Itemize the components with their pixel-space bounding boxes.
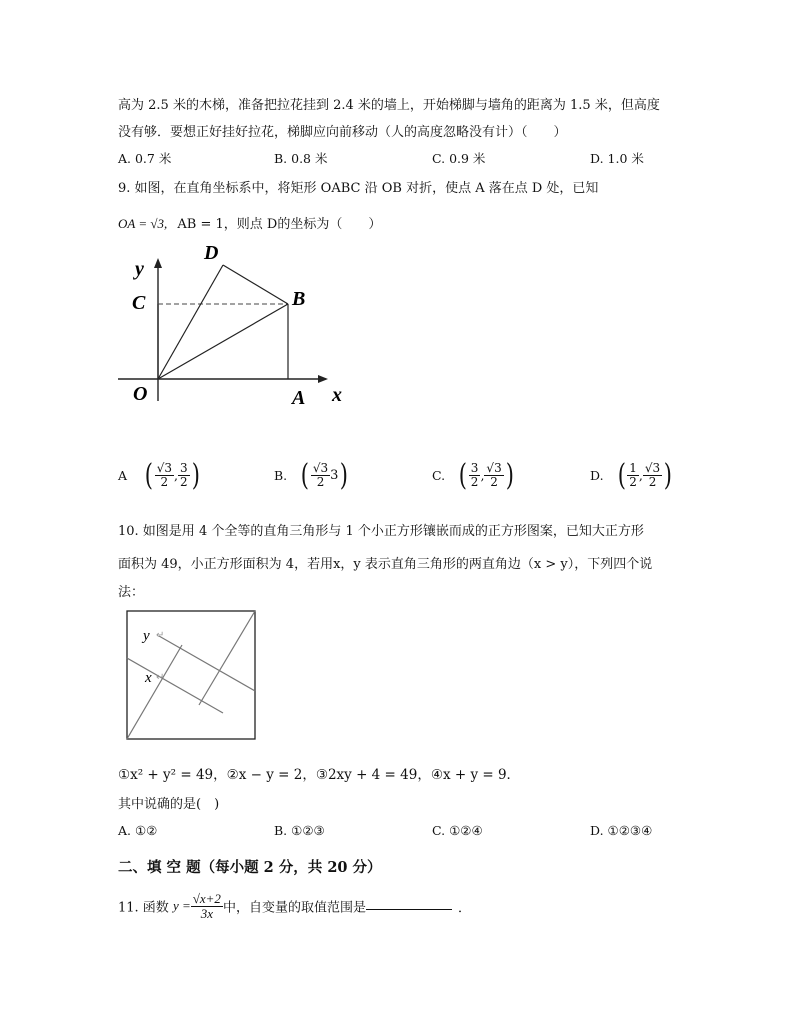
q9-condition bbox=[118, 213, 381, 232]
q9-option-d-frac1: $\frac{1}{2}$ bbox=[629, 461, 637, 489]
triangle-edge-4 bbox=[159, 636, 255, 691]
q9-option-a-frac1: $\frac{√3}{2}$ bbox=[156, 461, 173, 489]
triangle-edge-3 bbox=[199, 611, 255, 705]
q11-line bbox=[118, 892, 471, 920]
label-x: x bbox=[332, 384, 342, 406]
q9-option-a-letter: A bbox=[118, 468, 128, 483]
q11-fraction: $\frac{√x+2}{3x}$ bbox=[192, 891, 221, 921]
q9-option-b-frac1: $\frac{√3}{2}$ bbox=[312, 461, 329, 489]
q9-condition-oa: OA = √3, bbox=[118, 216, 168, 231]
label-c: C bbox=[132, 292, 146, 314]
q11-suffix: 中，自变量的取值范围是 bbox=[222, 900, 366, 916]
q10-statements: ①x² + y² = 49，②x − y = 2，③2xy + 4 = 49，④x + y = 9． bbox=[118, 767, 521, 783]
q9-option-c-letter: C. bbox=[432, 468, 446, 483]
q8-option-c: C. 0.9 米 bbox=[432, 151, 486, 166]
q10-figure bbox=[126, 610, 258, 742]
q9-option-b: B. ( $\frac{√3}{2}$ 3) bbox=[274, 458, 349, 493]
q9-condition-ab: AB = 1，则点 D的坐标为（ ） bbox=[177, 217, 382, 232]
segment-od bbox=[158, 265, 223, 379]
label-a: A bbox=[292, 387, 306, 409]
label-b: B bbox=[292, 288, 306, 310]
x-axis-arrow bbox=[318, 375, 328, 383]
q9-line1: 9. 如图，在直角坐标系中，将矩形 OABC 沿 OB 对折，使点 A 落在点 D 处，已知 bbox=[118, 181, 599, 196]
q10-ask: 其中说确的是( ) bbox=[118, 797, 220, 812]
q9-option-c-frac2: $\frac{√3}{2}$ bbox=[486, 461, 502, 489]
q8-option-a: A. 0.7 米 bbox=[118, 151, 172, 166]
triangle-edge-2 bbox=[127, 658, 223, 713]
q10-option-b: B. ①②③ bbox=[274, 823, 325, 838]
q10-line2: 面积为 49，小正方形面积为 4，若用x，y 表示直角三角形的两直角边（x > y），下列四个说 bbox=[118, 557, 653, 572]
label-x-small: x bbox=[145, 670, 152, 686]
q9-option-a: A ( $\frac{√3}{2}$ , $\frac{3}{2}$ ) bbox=[118, 458, 200, 493]
label-y-arrow: ↵ bbox=[156, 630, 165, 641]
q9-option-c-frac1: $\frac{3}{2}$ bbox=[470, 461, 479, 489]
q9-option-d-letter: D. bbox=[590, 468, 604, 483]
q11-end: ． bbox=[457, 900, 471, 916]
label-x-arrow: ↵ bbox=[156, 672, 165, 683]
q9-option-d-frac2: $\frac{√3}{2}$ bbox=[644, 461, 661, 489]
q9-option-b-letter: B. bbox=[274, 468, 288, 483]
q9-option-d: D. ( $\frac{1}{2}$ , $\frac{√3}{2}$ ) bbox=[590, 458, 673, 493]
segment-ob bbox=[158, 304, 288, 379]
y-axis-arrow bbox=[154, 258, 162, 268]
label-y: y bbox=[135, 258, 144, 280]
segment-db bbox=[223, 265, 288, 304]
q8-line1: 高为 2.5 米的木梯，准备把拉花挂到 2.4 米的墙上，开始梯脚与墙角的距离为 1.5 米，但高度 bbox=[118, 98, 660, 113]
label-y-small: y bbox=[143, 628, 150, 644]
label-d: D bbox=[204, 242, 219, 264]
q10-option-d: D. ①②③④ bbox=[590, 823, 653, 838]
q9-option-b-second: 3 bbox=[330, 468, 339, 483]
q10-line1: 10. 如图是用 4 个全等的直角三角形与 1 个小正方形镶嵌而成的正方形图案，已知大正方形 bbox=[118, 524, 644, 539]
q9-option-c: C. ( $\frac{3}{2}$ , $\frac{√3}{2}$ ) bbox=[432, 458, 514, 493]
q10-line3: 法： bbox=[118, 585, 145, 600]
q10-option-a: A. ①② bbox=[118, 823, 158, 838]
q10-option-c: C. ①②④ bbox=[432, 823, 483, 838]
q11-prefix: 11. 函数 bbox=[118, 900, 169, 916]
section-heading: 二、填 空 题（每小题 2 分，共 20 分） bbox=[118, 859, 382, 876]
q8-line2: 没有够．要想正好挂好拉花，梯脚应向前移动（人的高度忽略没有计）（ ） bbox=[118, 125, 567, 140]
q8-option-b: B. 0.8 米 bbox=[274, 151, 328, 166]
q9-option-a-frac2: $\frac{3}{2}$ bbox=[180, 461, 188, 489]
label-o: O bbox=[133, 383, 148, 405]
q9-figure bbox=[118, 236, 358, 416]
triangle-edge-1 bbox=[127, 645, 182, 739]
q11-y-eq: y = bbox=[172, 898, 191, 914]
q11-answer-blank[interactable] bbox=[366, 909, 452, 910]
q8-option-d: D. 1.0 米 bbox=[590, 151, 644, 166]
